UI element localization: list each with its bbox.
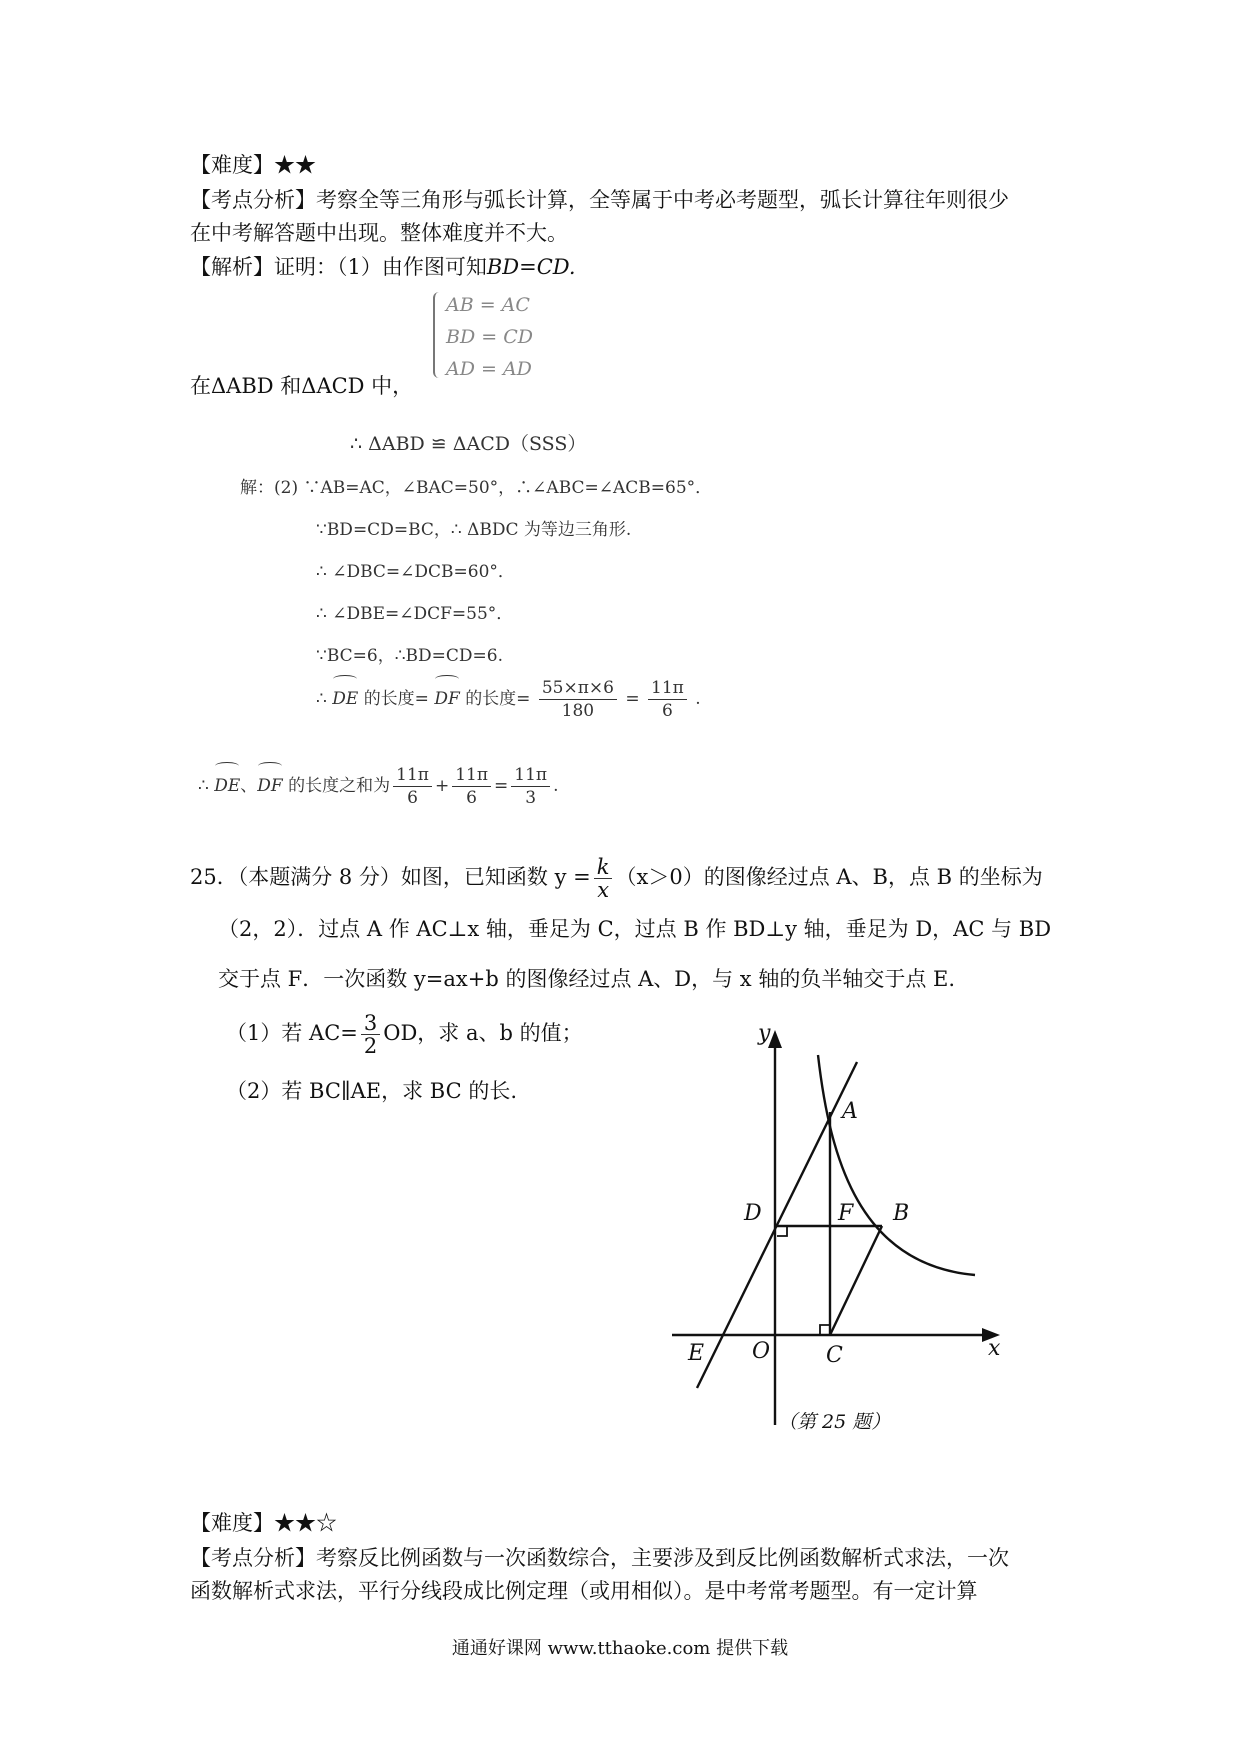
in-triangles-line: 在ΔABD 和ΔACD 中， bbox=[190, 374, 414, 398]
fraction-denominator: 6 bbox=[407, 788, 418, 808]
question-1-suffix: OD，求 a、b 的值； bbox=[383, 1021, 583, 1045]
problem25-intro: 25．（本题满分 8 分）如图，已知函数 y = bbox=[190, 865, 591, 889]
label-c: C bbox=[826, 1343, 843, 1368]
congruent-line: ∴ ΔABD ≌ ΔACD（SSS） bbox=[350, 433, 587, 455]
arc-de: DE bbox=[332, 675, 358, 723]
fraction-numerator: 11π bbox=[648, 677, 687, 700]
analysis-2-line-2: 函数解析式求法，平行分线段成比例定理（或用相似）。是中考常考题型。有一定计算 bbox=[190, 1579, 978, 1603]
step-4: ∴ ∠DBE=∠DCF=55°． bbox=[316, 604, 514, 624]
arc-de: DE bbox=[214, 762, 240, 810]
fraction-denominator: 3 bbox=[525, 788, 537, 808]
fraction-denominator: 180 bbox=[561, 701, 595, 721]
solution-bd-cd: BD=CD. bbox=[486, 255, 576, 279]
fraction-denominator: 2 bbox=[363, 1034, 378, 1058]
arc-df: DF bbox=[434, 675, 459, 723]
label-o: O bbox=[752, 1339, 771, 1364]
right-angle-c bbox=[820, 1325, 830, 1335]
fraction-numerator: 11π bbox=[393, 764, 432, 787]
label-y: y bbox=[758, 1021, 771, 1046]
fraction-denominator: 6 bbox=[662, 701, 673, 721]
arc-length-text: 的长度= bbox=[363, 689, 429, 709]
right-angle-d bbox=[777, 1226, 787, 1236]
analysis-2-line-1: 【考点分析】考察反比例函数与一次函数综合，主要涉及到反比例函数解析式求法，一次 bbox=[190, 1546, 1009, 1570]
solution-prefix: 【解析】证明：（1）由作图可知 bbox=[190, 255, 487, 279]
analysis-line-2: 在中考解答题中出现。整体难度并不大。 bbox=[190, 221, 568, 245]
difficulty-line: 【难度】★★ bbox=[190, 153, 316, 177]
fraction-numerator: 3 bbox=[361, 1012, 380, 1035]
label-d: D bbox=[744, 1201, 762, 1226]
problem25-intro-end: （x＞0）的图像经过点 A、B，点 B 的坐标为 bbox=[615, 865, 1043, 889]
period: . bbox=[553, 776, 559, 796]
page-footer: 通通好课网 www.tthaoke.com 提供下载 bbox=[451, 1638, 789, 1659]
label-b: B bbox=[893, 1201, 910, 1226]
label-e: E bbox=[688, 1341, 705, 1366]
arc-length-text-2: 的长度= bbox=[465, 689, 531, 709]
step-1: 解：(2) ∵AB=AC，∠BAC=50°，∴∠ABC=∠ACB=65°． bbox=[240, 478, 713, 498]
label-a: A bbox=[842, 1099, 858, 1124]
label-f: F bbox=[838, 1201, 854, 1226]
separator: 、 bbox=[240, 776, 258, 796]
arc-sum-text: 的长度之和为 bbox=[288, 776, 391, 796]
therefore-symbol: ∴ bbox=[316, 689, 327, 709]
segment-bc bbox=[830, 1226, 882, 1335]
analysis-line-1: 【考点分析】考察全等三角形与弧长计算，全等属于中考必考题型，弧长计算往年则很少 bbox=[190, 188, 1009, 212]
fraction-denominator: 6 bbox=[466, 788, 477, 808]
problem25-line-2: （2，2）．过点 A 作 AC⊥x 轴，垂足为 C，过点 B 作 BD⊥y 轴，垂足为 D，AC 与 BD bbox=[218, 917, 1052, 941]
equation-3: AD = AD bbox=[446, 358, 532, 380]
step-3: ∴ ∠DBC=∠DCB=60°． bbox=[316, 562, 515, 582]
fraction-numerator: k bbox=[594, 856, 613, 879]
fraction-numerator: 11π bbox=[452, 764, 491, 787]
question-2: （2）若 BC∥AE，求 BC 的长. bbox=[226, 1079, 518, 1103]
label-x: x bbox=[988, 1336, 1001, 1361]
difficulty-line-2: 【难度】★★☆ bbox=[190, 1511, 337, 1535]
equation-1: AB = AC bbox=[446, 294, 530, 316]
fraction-denominator: x bbox=[597, 878, 610, 902]
equals-sign: = bbox=[625, 689, 640, 709]
arc-df: DF bbox=[257, 762, 282, 810]
question-1-prefix: （1）若 AC= bbox=[226, 1021, 358, 1045]
period: . bbox=[695, 689, 701, 709]
fraction-numerator: 55×π×6 bbox=[539, 677, 617, 700]
step-2: ∵BD=CD=BC，∴ ΔBDC 为等边三角形. bbox=[316, 520, 632, 540]
equation-2: BD = CD bbox=[446, 326, 533, 348]
step-5: ∵BC=6，∴BD=CD=6. bbox=[316, 646, 503, 666]
figure-caption: （第 25 题） bbox=[778, 1411, 891, 1433]
problem25-line-3: 交于点 F．一次函数 y=ax+b 的图像经过点 A、D，与 x 轴的负半轴交于点 E. bbox=[218, 967, 956, 991]
hyperbola-curve bbox=[818, 1055, 975, 1275]
plus-sign: + bbox=[434, 776, 450, 796]
equals-sign: = bbox=[494, 776, 509, 796]
fraction-numerator: 11π bbox=[511, 764, 550, 787]
therefore-symbol: ∴ bbox=[198, 776, 209, 796]
